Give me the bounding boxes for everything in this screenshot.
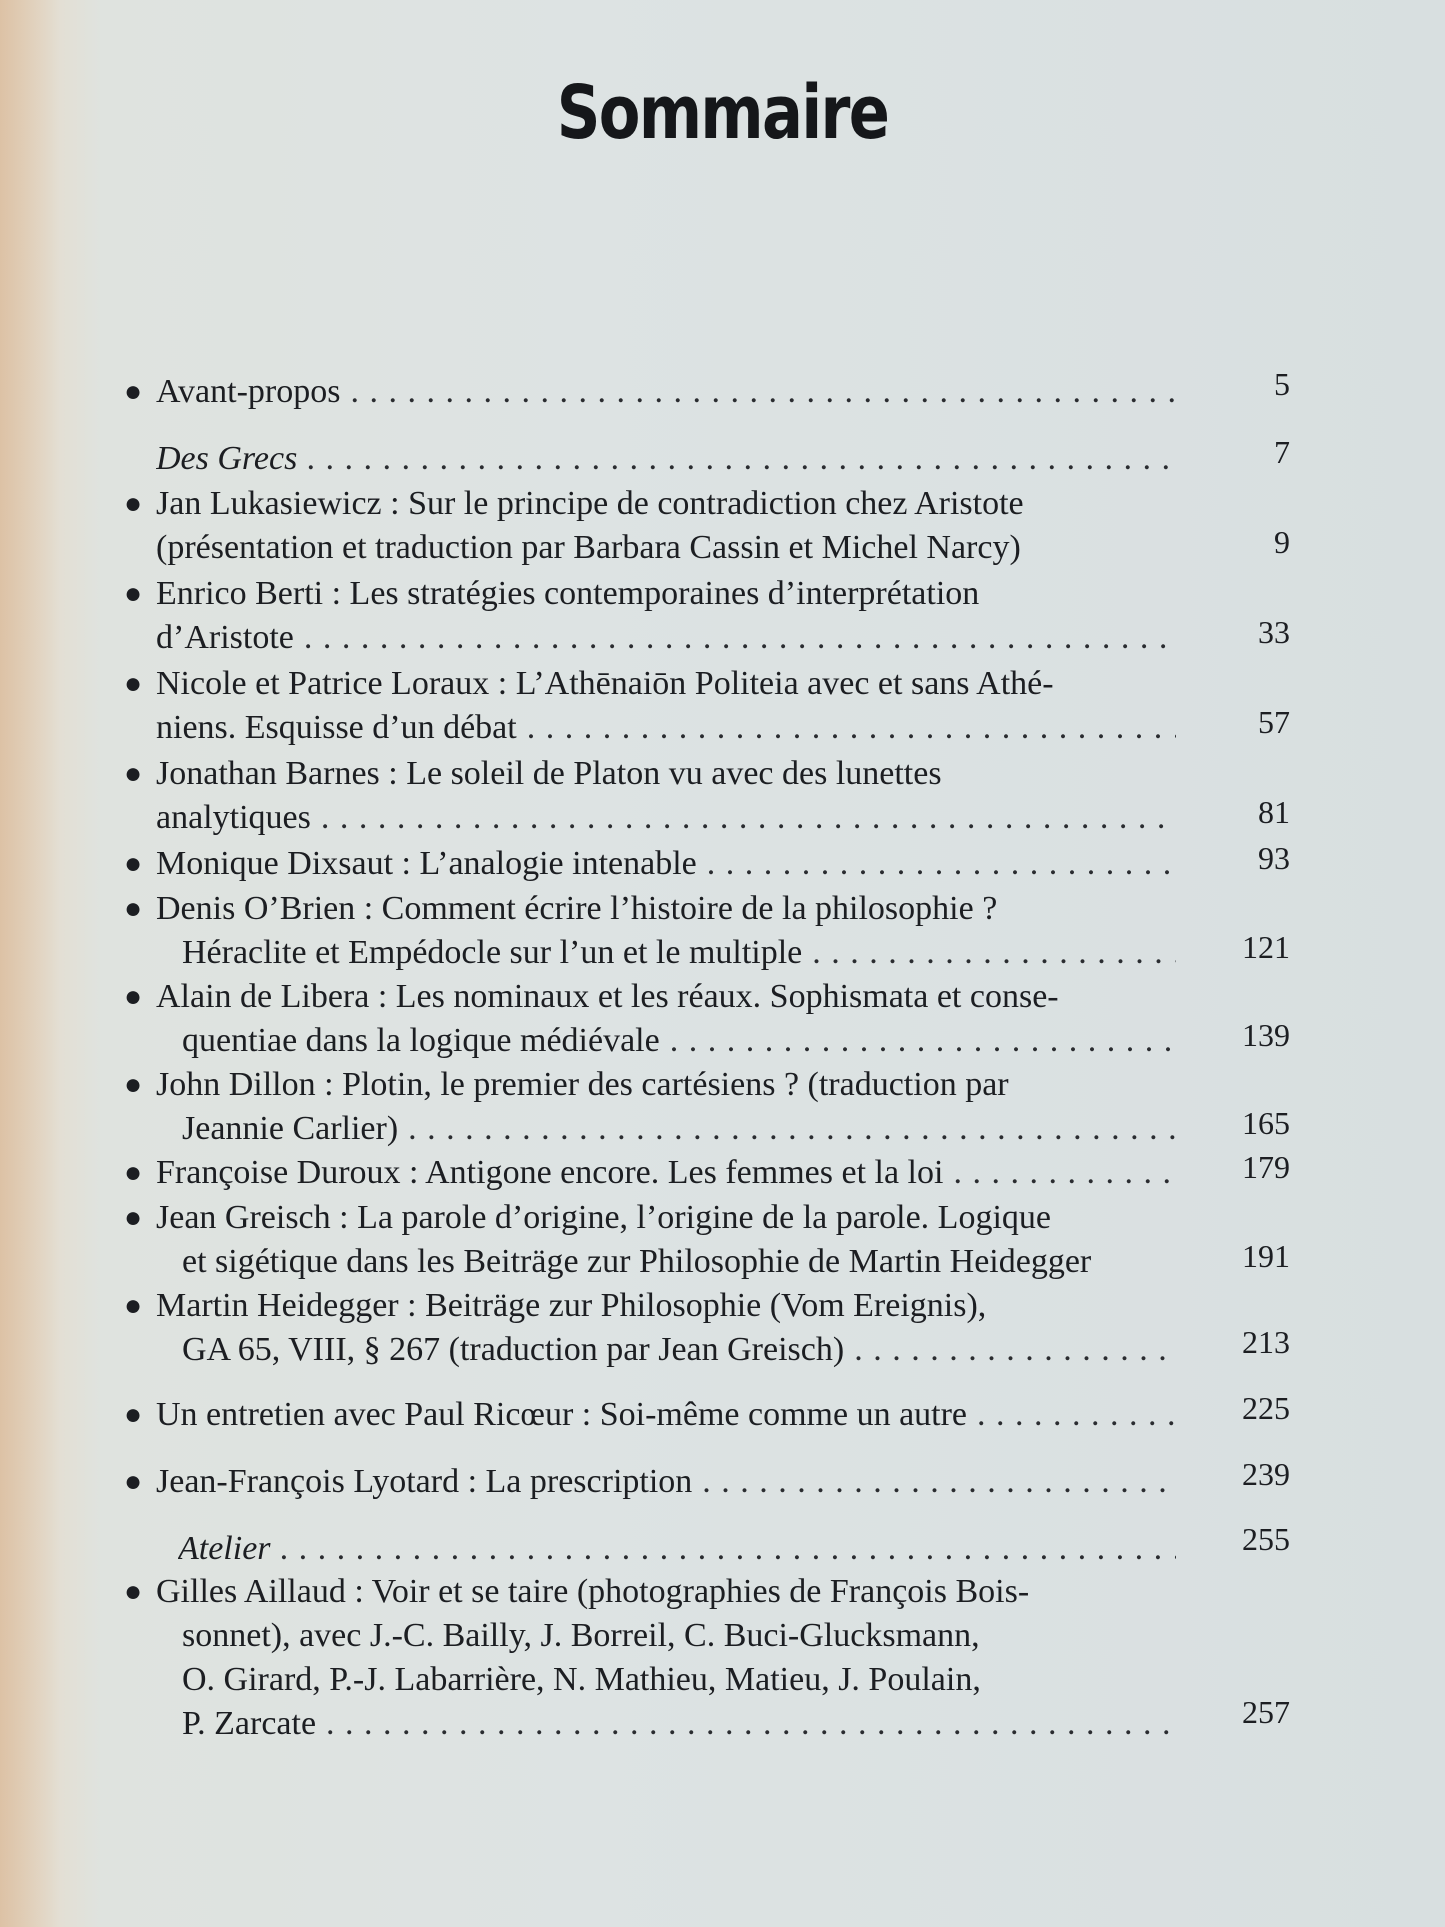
bullet-icon: ●	[124, 1575, 143, 1608]
dot-leader	[304, 616, 1176, 660]
page-number: 7	[1274, 434, 1290, 470]
page-number: 33	[1258, 614, 1290, 650]
bullet-icon: ●	[124, 577, 143, 610]
dot-leader	[953, 1151, 1176, 1195]
bullet-icon: ●	[124, 1398, 143, 1431]
bullet-icon: ●	[124, 1465, 143, 1498]
entry-text: quentiae dans la logique médiévale	[182, 1022, 660, 1059]
entry-text: Denis O’Brien : Comment écrire l’histoire de la philosophie ?	[156, 890, 998, 927]
dot-leader	[854, 1328, 1176, 1372]
toc-section-atelier	[118, 1527, 1298, 1571]
dot-leader	[307, 437, 1176, 481]
toc-entry-loraux	[118, 662, 1298, 750]
entry-text: Jean-François Lyotard : La prescription	[156, 1463, 693, 1500]
entry-text: sonnet), avec J.-C. Bailly, J. Borreil, C. Buci-Glucksmann,	[182, 1617, 980, 1654]
section-title: Des Grecs	[156, 440, 298, 477]
entry-text: Alain de Libera : Les nominaux et les réaux. Sophismata et conse-	[156, 978, 1059, 1015]
bullet-icon: ●	[124, 892, 143, 925]
entry-text: Jonathan Barnes : Le soleil de Platon vu avec des lunettes	[156, 755, 942, 792]
entry-text: Gilles Aillaud : Voir et se taire (photographies de François Bois-	[156, 1573, 1030, 1610]
entry-text: Nicole et Patrice Loraux : L’Athēnaiōn Politeia avec et sans Athé-	[156, 665, 1054, 702]
dot-leader	[702, 1460, 1176, 1504]
page-number: 255	[1242, 1521, 1290, 1557]
page-number: 257	[1242, 1694, 1290, 1730]
toc-entry-barnes	[118, 752, 1298, 840]
bullet-icon: ●	[124, 667, 143, 700]
page-title: Sommaire	[556, 70, 889, 156]
page-number: 121	[1242, 929, 1290, 965]
entry-text: et sigétique dans les Beiträge zur Philosophie de Martin Heidegger	[182, 1243, 1092, 1280]
entry-text: (présentation et traduction par Barbara Cassin et Michel Narcy)	[156, 529, 1021, 566]
entry-text: Jean Greisch : La parole d’origine, l’origine de la parole. Logique	[156, 1199, 1051, 1236]
toc-entry-avant-propos	[118, 370, 1298, 414]
dot-leader	[977, 1393, 1176, 1437]
toc-entry-heidegger	[118, 1284, 1298, 1372]
dot-leader	[326, 1702, 1176, 1746]
entry-text: Monique Dixsaut : L’analogie intenable	[156, 845, 697, 882]
bullet-icon: ●	[124, 847, 143, 880]
entry-text: P. Zarcate	[182, 1705, 317, 1742]
entry-text: John Dillon : Plotin, le premier des cartésiens ? (traduction par	[156, 1066, 1009, 1103]
entry-text: analytiques	[156, 799, 311, 836]
entry-text: GA 65, VIII, § 267 (traduction par Jean Greisch)	[182, 1331, 845, 1368]
dot-leader	[321, 796, 1176, 840]
page-number: 5	[1274, 366, 1290, 402]
entry-text: O. Girard, P.-J. Labarrière, N. Mathieu, Matieu, J. Poulain,	[182, 1661, 981, 1698]
toc-entry-berti	[118, 572, 1298, 660]
bullet-icon: ●	[124, 1201, 143, 1234]
toc-entry-dixsaut	[118, 842, 1298, 886]
dot-leader	[350, 370, 1176, 414]
page-number: 179	[1242, 1149, 1290, 1185]
entry-text: niens. Esquisse d’un débat	[156, 709, 517, 746]
page-number: 57	[1258, 704, 1290, 740]
toc-entry-aillaud	[118, 1570, 1298, 1746]
toc-entry-ricoeur	[118, 1393, 1298, 1437]
entry-text: Martin Heidegger : Beiträge zur Philosophie (Vom Ereignis),	[156, 1287, 987, 1324]
bullet-icon: ●	[124, 1156, 143, 1189]
toc-entry-greisch	[118, 1196, 1298, 1284]
entry-text: Enrico Berti : Les stratégies contemporaines d’interprétation	[156, 575, 980, 612]
entry-text: Françoise Duroux : Antigone encore. Les femmes et la loi	[156, 1154, 944, 1191]
dot-leader	[707, 842, 1176, 886]
dot-leader	[281, 1527, 1176, 1571]
toc-entry-lyotard	[118, 1460, 1298, 1504]
page-number: 139	[1242, 1017, 1290, 1053]
entry-text: Un entretien avec Paul Ricœur : Soi-même comme un autre	[156, 1396, 968, 1433]
bullet-icon: ●	[124, 1068, 143, 1101]
page-number: 225	[1242, 1390, 1290, 1426]
section-title: Atelier	[178, 1530, 271, 1567]
entry-text: d’Aristote	[156, 619, 294, 656]
toc-section-des-grecs	[118, 437, 1298, 481]
entry-text: Héraclite et Empédocle sur l’un et le multiple	[182, 934, 803, 971]
page-number: 165	[1242, 1105, 1290, 1141]
bullet-icon: ●	[124, 375, 143, 408]
dot-leader	[408, 1107, 1176, 1151]
bullet-icon: ●	[124, 980, 143, 1013]
page-number: 213	[1242, 1324, 1290, 1360]
page-number: 191	[1242, 1238, 1290, 1274]
page-number: 81	[1258, 794, 1290, 830]
toc-entry-lukasiewicz	[118, 482, 1298, 570]
entry-text: Jan Lukasiewicz : Sur le principe de contradiction chez Aristote	[156, 485, 1024, 522]
entry-text: Avant-propos	[156, 373, 341, 410]
toc-entry-duroux	[118, 1151, 1298, 1195]
bullet-icon: ●	[124, 1289, 143, 1322]
page-number: 93	[1258, 840, 1290, 876]
page-number: 9	[1274, 524, 1290, 560]
dot-leader	[527, 706, 1176, 750]
entry-text: Jeannie Carlier)	[182, 1110, 399, 1147]
toc-entry-obrien	[118, 887, 1298, 975]
toc-entry-dillon	[118, 1063, 1298, 1151]
bullet-icon: ●	[124, 487, 143, 520]
toc-entry-de-libera	[118, 975, 1298, 1063]
bullet-icon: ●	[124, 757, 143, 790]
dot-leader	[670, 1019, 1176, 1063]
dot-leader	[812, 931, 1176, 975]
page-number: 239	[1242, 1456, 1290, 1492]
